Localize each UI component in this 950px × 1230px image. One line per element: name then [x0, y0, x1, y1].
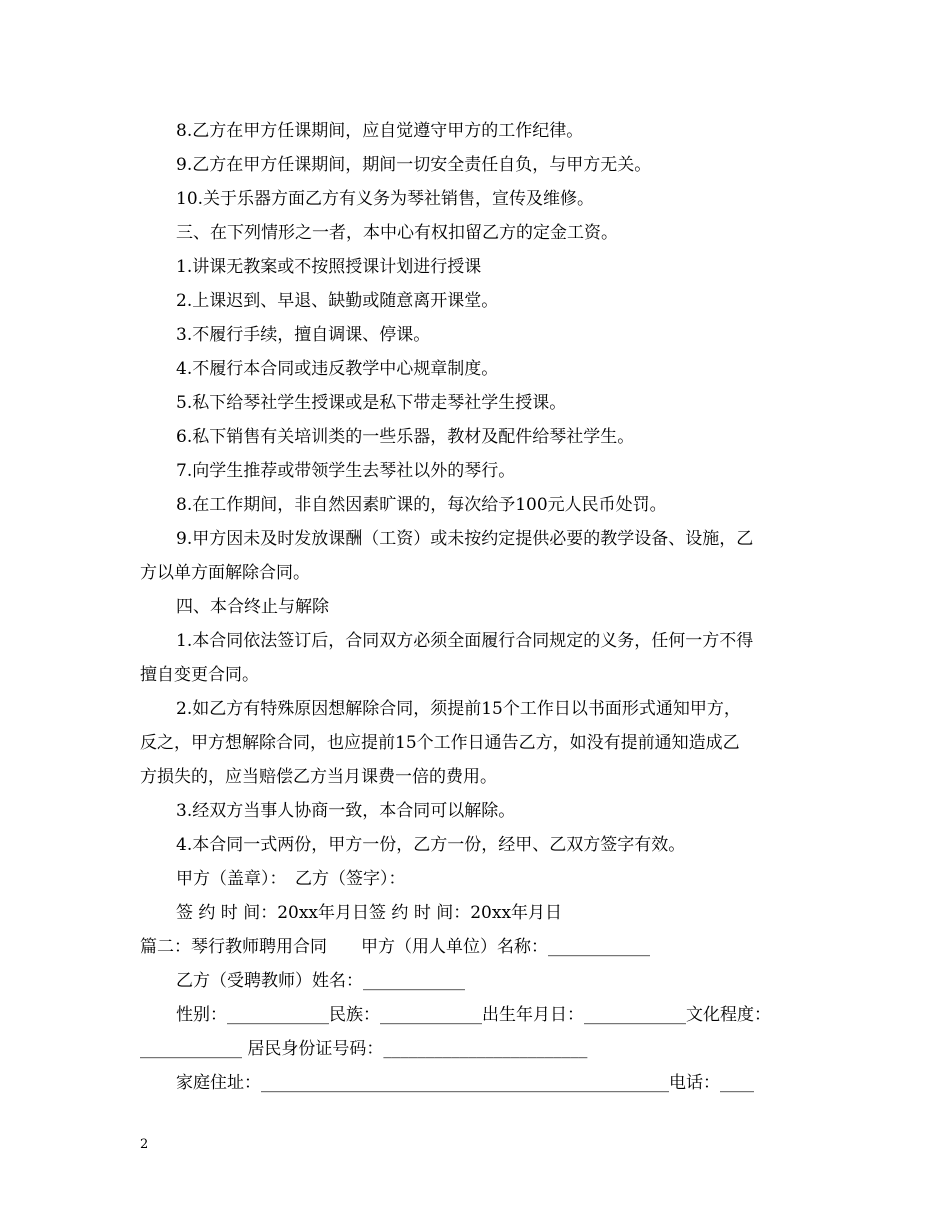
text-line: 3.经双方当事人协商一致，本合同可以解除。	[176, 801, 516, 821]
text-line: 2.如乙方有特殊原因想解除合同，须提前15个工作日以书面形式通知甲方，	[176, 699, 741, 719]
text-line: 4.不履行本合同或违反教学中心规章制度。	[176, 359, 499, 379]
signature-line: 甲方（盖章）： 乙方（签字）：	[176, 869, 406, 889]
page-number: 2	[140, 1137, 149, 1152]
text-line: 9.甲方因未及时发放课酬（工资）或未按约定提供必要的教学设备、设施，乙	[176, 529, 754, 549]
text-line: 2.上课迟到、早退、缺勤或随意离开课堂。	[176, 291, 499, 311]
signing-date-line: 签 约 时 间：20xx年月日签 约 时 间：20xx年月日	[176, 903, 563, 923]
text-line: 1.讲课无教案或不按照授课计划进行授课	[176, 257, 482, 277]
text-line: 反之，甲方想解除合同，也应提前15个工作日通告乙方，如没有提前通知造成乙	[140, 733, 740, 753]
text-line: 8.在工作期间，非自然因素旷课的，每次给予100元人民币处罚。	[176, 495, 667, 515]
text-line: 1.本合同依法签订后，合同双方必须全面履行合同规定的义务，任何一方不得	[176, 631, 754, 651]
text-line: 方损失的，应当赔偿乙方当月课费一倍的费用。	[140, 767, 497, 787]
text-line: 5.私下给琴社学生授课或是私下带走琴社学生授课。	[176, 393, 567, 413]
text-line: 8.乙方在甲方任课期间，应自觉遵守甲方的工作纪律。	[176, 121, 584, 141]
form-line: 性别：____________民族：____________出生年月日：____________文化程度：	[176, 1005, 771, 1025]
part-two-heading: 篇二：琴行教师聘用合同 甲方（用人单位）名称：____________	[140, 937, 650, 957]
section-heading: 四、本合终止与解除	[176, 597, 329, 617]
form-line: 乙方（受聘教师）姓名：____________	[176, 971, 465, 991]
form-line: 家庭住址：________________________________________________电话：____	[176, 1073, 754, 1093]
text-line: 10.关于乐器方面乙方有义务为琴社销售，宣传及维修。	[176, 189, 595, 209]
form-line: ____________ 居民身份证号码：________________________	[140, 1039, 588, 1059]
text-line: 3.不履行手续，擅自调课、停课。	[176, 325, 431, 345]
section-heading: 三、在下列情形之一者，本中心有权扣留乙方的定金工资。	[176, 223, 618, 243]
text-line: 擅自变更合同。	[140, 665, 259, 685]
text-line: 9.乙方在甲方任课期间，期间一切安全责任自负，与甲方无关。	[176, 155, 652, 175]
text-line: 方以单方面解除合同。	[140, 563, 310, 583]
text-line: 7.向学生推荐或带领学生去琴社以外的琴行。	[176, 461, 516, 481]
text-line: 6.私下销售有关培训类的一些乐器，教材及配件给琴社学生。	[176, 427, 635, 447]
text-line: 4.本合同一式两份，甲方一份，乙方一份，经甲、乙双方签字有效。	[176, 835, 686, 855]
